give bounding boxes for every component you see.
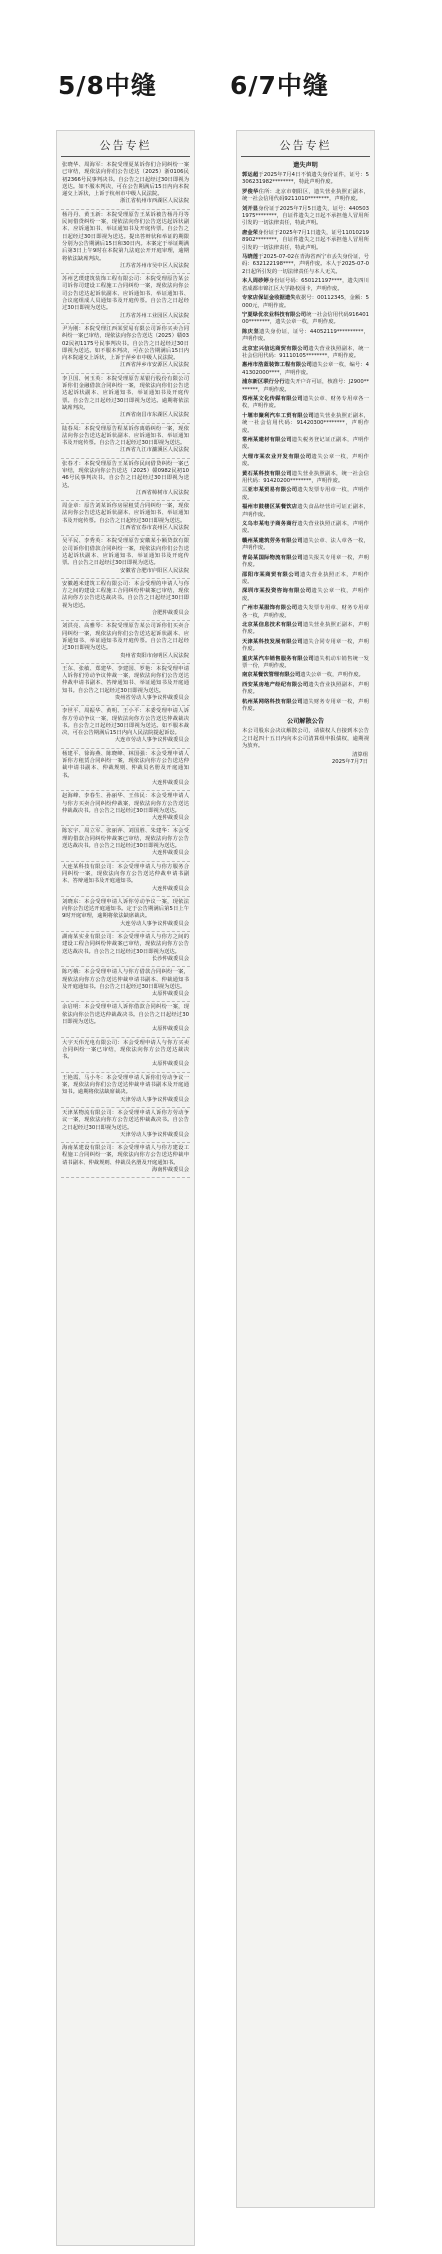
section-title: 公司解散公告 bbox=[286, 718, 325, 726]
dissolution-text: 本公司股东会决议解散公司，请债权人自接到本公告之日起四十五日内向本公司清算组申报债权，逾期视为放弃。 bbox=[242, 728, 369, 750]
notice-item bbox=[61, 501, 190, 536]
loss-notice-item bbox=[241, 638, 370, 655]
notice-item bbox=[61, 621, 190, 663]
notice-item bbox=[61, 1002, 190, 1037]
notice-body: 吴平民、李秀英：本院受理原告安徽某小额贷款有限公司诉你们借款合同纠纷一案，现依法向你们公告送达起诉状副本、应诉通知书、举证通知书及开庭传票。自公告之日起经过30日即视为送达。 bbox=[62, 538, 189, 567]
loss-notice-text: 遗失税务登记证正副本，声明作废。 bbox=[242, 437, 369, 451]
notice-item bbox=[61, 791, 190, 826]
notice-body: 张晓华、周海军：本院受理夏某诉你们合同纠纷一案已审结，现依法向你们公告送达（2025）浙0106民初2366号民事判决书。自公告之日起经过30日即视为送达。如不服本判决，可在公告期满后15日内向本院递交上诉状，上诉于杭州市中级人民法院。 bbox=[62, 162, 189, 198]
loss-notice-item bbox=[241, 520, 370, 537]
notice-item bbox=[61, 210, 190, 274]
loss-notice-text: 遗失营业执照副本，统一社会信用代码：91420200********，声明作废。 bbox=[242, 470, 369, 485]
notice-signature: 太原仲裁委员会 bbox=[151, 1026, 189, 1033]
notice-signature: 长沙仲裁委员会 bbox=[151, 955, 189, 962]
loss-notice-item bbox=[241, 277, 370, 294]
loss-notice-name: 专家店保证金收据遗失 bbox=[242, 295, 296, 302]
notice-signature: 天津劳动人事争议仲裁委员会 bbox=[120, 1096, 189, 1103]
notice-body: 海南某建设有限公司：本会受理申请人与你方建设工程施工合同纠纷一案，现依法向你方公告送达仲裁申请书副本、仲裁规则、仲裁员名册及开庭通知书。 bbox=[62, 1145, 189, 1166]
notice-signature: 合肥仲裁委员会 bbox=[151, 610, 189, 617]
loss-notice-item bbox=[241, 345, 370, 362]
loss-notice-text: 遗失发票专用章、财务专用章各一枚，声明作废。 bbox=[242, 605, 369, 619]
notice-item bbox=[61, 862, 190, 897]
loss-notice-name: 北京宏兴信达商贸有限公司 bbox=[242, 345, 309, 352]
notice-signature: 江西省樟树市人民法院 bbox=[136, 489, 189, 496]
loss-notice-text: 遗失营业执照正副本，统一社会信用代码：91420300********，声明作废。 bbox=[242, 412, 369, 434]
loss-notice-name: 邵阳市某商贸有限公司 bbox=[242, 571, 300, 578]
notice-body: 陈宏宇、周立军、张丽萍、刘国胜、朱建华：本会受理的借款合同纠纷仲裁案已审结，现依法向你方公告送达裁决书。自公告之日起经过30日即视为送达。 bbox=[62, 828, 189, 850]
loss-notice-text: 身份证于2025年7月1日遗失，证号110102198902********，自证件遗失之日起不承担他人冒用所引发的一切法律责任，特此声明。 bbox=[242, 229, 369, 251]
notice-body: 李世平、周振华、黄明、王小平：本委受理申请人诉你方劳动争议一案，现依法向你方公告送达仲裁裁决书。自公告之日起经过30日即视为送达。如不服本裁决，可在公告期满后15日内向人民法院提起诉讼。 bbox=[62, 708, 189, 737]
loss-notice-item bbox=[241, 412, 370, 436]
loss-notice-name: 杭州某网络科技有限公司 bbox=[242, 698, 303, 705]
loss-notice-item bbox=[241, 311, 370, 328]
notice-body: 尹为刚：本院受理江西某贸易有限公司诉你买卖合同纠纷一案已审结，现依法向你公告送达（2025）赣0302民初1175号民事判决书。自公告之日起经过30日即视为送达。如不服本判决，可在公告期满后15日内向本院递交上诉状，上诉于萍乡市中级人民法院。 bbox=[62, 325, 189, 362]
notice-item bbox=[61, 324, 190, 374]
loss-notice-name: 马晓莲 bbox=[242, 254, 259, 261]
notice-item bbox=[61, 579, 190, 621]
notice-signature: 太原仲裁委员会 bbox=[151, 991, 189, 998]
notice-body: 张春才：本院受理原告王某诉你民间借贷纠纷一案已审结，现依法向你公告送达（2025）赣0982民初1046号民事判决书。自公告之日起经过30日即视为送达。 bbox=[62, 460, 189, 489]
column-header: 公告专栏 bbox=[61, 135, 190, 157]
footer-date: 2025年7月7日 bbox=[331, 759, 368, 766]
loss-notice-text: 遗失公章、法人章各一枚，声明作废。 bbox=[242, 537, 369, 552]
loss-notice-text: 遗失机动车销售统一发票一份，声明作废。 bbox=[242, 655, 369, 669]
loss-notice-item bbox=[241, 486, 370, 503]
notice-body: 王东、张敏、郑建华、李建国、罗艳：本院受理申请人诉你们劳动争议仲裁一案，现依法向你们公告送达仲裁申请书副本、答辩通知书、举证通知书及开庭通知书。自公告之日起经过30日即视为送达。 bbox=[62, 665, 189, 694]
loss-notice-name: 常州某建材有限公司 bbox=[242, 437, 292, 443]
notice-signature: 江西省宜春市袁州区人民法院 bbox=[120, 525, 189, 532]
notice-body: 湖南某实业有限公司：本会受理申请人与你方之间的建设工程合同纠纷仲裁案已审结，现依法向你方公告送达裁决书。自公告之日起经过30日即视为送达。 bbox=[62, 934, 189, 955]
loss-notice-text: 遗失食品经营许可证正副本，声明作废。 bbox=[242, 504, 369, 518]
notice-signature: 大连仲裁委员会 bbox=[151, 815, 189, 822]
notice-signature: 安徽省合肥市庐阳区人民法院 bbox=[120, 567, 189, 574]
loss-notice-item bbox=[241, 328, 370, 345]
loss-notice-name: 天津某科技发展有限公司 bbox=[242, 638, 303, 645]
loss-notice-item bbox=[241, 470, 370, 487]
loss-notice-item bbox=[241, 537, 370, 554]
notice-body: 杨建平、徐海燕、陈晓峰、林国强：本会受理申请人诉你方租赁合同纠纷一案，现依法向你方公告送达仲裁申请书副本、仲裁规则、仲裁员名册及开庭通知书。 bbox=[62, 750, 189, 779]
loss-notice-text: 身份证于2025年7月5日遗失，证号：4405031975********，自证件遗失之日起不承担他人冒用所引发的一切法律责任，特此声明。 bbox=[242, 205, 369, 227]
notice-body: 周金章：原告刘某诉你房屋租赁合同纠纷一案，现依法向你公告送达起诉状副本、应诉通知书、举证通知书及开庭传票。自公告之日起经过30日即视为送达。 bbox=[62, 503, 189, 524]
notice-signature: 江西省九江市濂溪区人民法院 bbox=[120, 447, 189, 454]
loss-notice-text: 遗失营业执照副本，统一社会信用代码：91110105********，声明作废。 bbox=[242, 345, 369, 359]
loss-notice-text: 于2025年7月4日不慎遗失身份证件，证号：5306231982********，特此声明作废。 bbox=[242, 172, 369, 186]
loss-notice-item bbox=[241, 503, 370, 520]
notice-body: 刘洪亮、高雅琴：本院受理原告某公司诉你们买卖合同纠纷一案，现依法向你们公告送达起诉状副本、应诉通知书、举证通知书及开庭传票。自公告之日起经过30日即视为送达。 bbox=[62, 623, 189, 652]
loss-notice-text: 于2025-07-02在青海省西宁市丢失身份证，号码：632122198****，声明作废。本人于2025-07-02日起所引发的一切法律责任与本人无关。 bbox=[242, 254, 369, 275]
right-notice-column bbox=[236, 130, 375, 2208]
notice-signature: 太原仲裁委员会 bbox=[151, 1061, 189, 1068]
notice-signature: 大连仲裁委员会 bbox=[151, 779, 189, 786]
notice-item bbox=[61, 459, 190, 501]
notice-signature: 大连劳动人事争议仲裁委员会 bbox=[120, 920, 189, 927]
notice-item bbox=[61, 932, 190, 967]
loss-notice-name: 义乌市某电子商务商行 bbox=[242, 521, 298, 528]
loss-notice-item bbox=[241, 604, 370, 621]
loss-notice-item bbox=[241, 681, 370, 698]
notice-item bbox=[61, 967, 190, 1002]
loss-notice-item bbox=[241, 229, 370, 253]
loss-notice-text: 遗失报关专用章一枚，声明作废。 bbox=[242, 554, 369, 569]
loss-notice-item bbox=[241, 294, 370, 311]
notice-item bbox=[61, 536, 190, 578]
column-header: 公告专栏 bbox=[241, 135, 370, 157]
loss-notice-item bbox=[241, 171, 370, 188]
loss-notice-name: 郑州某文化传媒有限公司 bbox=[242, 395, 303, 402]
loss-notice-text: 遗失财务专用章一枚，声明作废。 bbox=[242, 698, 369, 712]
loss-notice-name: 黄石某科技有限公司 bbox=[242, 470, 292, 477]
loss-notice-item bbox=[241, 453, 370, 470]
notice-signature: 贵州省贵阳市南明区人民法院 bbox=[120, 652, 189, 659]
loss-notice-name: 大理市某农业开发有限公司 bbox=[242, 453, 312, 460]
loss-notice-text: 遗失公章一枚，声明作废。 bbox=[300, 672, 364, 679]
fold-label-left: 5/8中缝 bbox=[58, 71, 157, 100]
loss-notice-name: 西安某房地产经纪有限公司 bbox=[242, 681, 309, 688]
loss-notice-text: 身份证号码：650121197****，遗失四川省成都市锦江区大学路校园卡，声明作废。 bbox=[242, 278, 369, 292]
notice-item bbox=[61, 374, 190, 424]
loss-notice-name: 惠州市浩蓝装饰工程有限公司 bbox=[242, 362, 312, 369]
loss-notice-name: 郭运超 bbox=[242, 172, 259, 178]
loss-notice-text: 遗失营业执照正副本，声明作废。 bbox=[242, 521, 369, 535]
loss-notice-text: 遗失公章一枚，声明作废。 bbox=[242, 453, 369, 468]
loss-notice-item bbox=[241, 253, 370, 277]
notice-item bbox=[61, 706, 190, 748]
section-title: 遗失声明 bbox=[293, 162, 318, 169]
loss-notice-item bbox=[241, 436, 370, 453]
loss-notice-name: 三亚市某贸易有限公司 bbox=[242, 487, 298, 494]
left-notice-column bbox=[56, 130, 195, 2246]
loss-notice-list bbox=[241, 171, 370, 714]
notice-body: 王艳霞、马小冬：本会受理申请人诉你们劳动争议一案，现依法向你们公告送达仲裁申请书副本及开庭通知书。逾期将依法缺席裁决。 bbox=[62, 1074, 189, 1096]
loss-notice-name: 唐金荣 bbox=[242, 229, 258, 236]
notice-item bbox=[61, 1108, 190, 1143]
loss-notice-name: 南京某餐饮管理有限公司 bbox=[242, 672, 301, 679]
loss-notice-name: 北京某信息技术有限公司 bbox=[242, 621, 303, 628]
loss-notice-item bbox=[241, 698, 370, 715]
loss-notice-item bbox=[241, 361, 370, 378]
notice-signature: 江苏省苏州市吴中区人民法院 bbox=[120, 262, 189, 269]
notice-signature: 大连市劳动人事争议仲裁委员会 bbox=[114, 737, 189, 744]
loss-notice-item bbox=[241, 554, 370, 571]
notice-item bbox=[61, 897, 190, 932]
notice-signature: 浙江省杭州市西湖区人民法院 bbox=[120, 198, 189, 205]
notice-signature: 天津劳动人事争议仲裁委员会 bbox=[120, 1131, 189, 1138]
loss-notice-name: 重庆某汽车销售服务有限公司 bbox=[242, 655, 314, 662]
fold-label-right: 6/7中缝 bbox=[230, 71, 329, 100]
loss-notice-text: 遗失合同专用章一枚，声明作废。 bbox=[242, 638, 369, 653]
loss-notice-item bbox=[241, 205, 370, 229]
loss-notice-item bbox=[241, 671, 370, 680]
notice-body: 杨丹丹、黄玉新：本院受理原告王某诉被告杨丹丹等民间借贷纠纷一案，现依法向你们公告送达起诉状副本、应诉通知书、举证通知书及开庭传票。自公告之日起经过30日即视为送达。提出答辩状和举证的期限分别为公告期满后15日和30日内。本案定于举证期满后第3日上午9时在本院第九法庭公开开庭审理，逾期将依法缺席判决。 bbox=[62, 211, 189, 262]
loss-notice-item bbox=[241, 395, 370, 412]
notice-signature: 江西省萍乡市安源区人民法院 bbox=[120, 362, 189, 369]
loss-notice-text: 遗失公章、财务专用章各一枚，声明作废。 bbox=[242, 395, 369, 410]
notice-body: 天津某物流有限公司：本会受理申请人诉你方劳动争议一案，现依法向你方公告送达仲裁裁决书。自公告之日起经过30日即视为送达。 bbox=[62, 1109, 189, 1131]
notice-signature: 贵州省劳动人事争议仲裁委员会 bbox=[114, 695, 189, 701]
notice-signature: 江西省南昌市东湖区人民法院 bbox=[120, 412, 189, 419]
loss-notice-item bbox=[241, 587, 370, 604]
loss-notice-text: 遗失营业执照正副本，声明作废。 bbox=[242, 621, 369, 636]
notice-item bbox=[61, 1038, 190, 1073]
loss-notice-text: 统一社会信用代码91640100********，遗失公章一枚，声明作废。 bbox=[242, 311, 369, 326]
loss-notice-name: 青岛某国际物流有限公司 bbox=[242, 554, 303, 561]
loss-notice-name: 本人周砂婷 bbox=[242, 278, 269, 285]
notice-signature: 海南仲裁委员会 bbox=[151, 1167, 189, 1174]
loss-notice-text: 遗失身份证，证号：44052119**********，声明作废。 bbox=[242, 328, 369, 343]
notice-item bbox=[61, 424, 190, 459]
notice-body: 李卫国、何玉英：本院受理原告某银行股份有限公司诉你们金融借款合同纠纷一案，现依法向你们公告送达起诉状副本、应诉通知书、举证通知书及开庭传票。自公告之日起经过30日即视为送达。逾期将依法缺席判决。 bbox=[62, 375, 189, 411]
notice-item bbox=[61, 1073, 190, 1108]
notice-body: 赵海峰、李春生、孙丽华、王伟民：本会受理申请人与你方买卖合同纠纷仲裁案，现依法向你方公告送达仲裁裁决书。自公告之日起经过30日即视为送达。 bbox=[62, 793, 189, 814]
loss-notice-item bbox=[241, 188, 370, 205]
notice-item bbox=[61, 826, 190, 861]
notice-body: 大宇天伟光电有限公司：本会受理申请人与你方买卖合同纠纷一案已审结，现依法向你方公告送达裁决书。 bbox=[62, 1039, 189, 1061]
loss-notice-item bbox=[241, 378, 370, 395]
loss-notice-item bbox=[241, 571, 370, 588]
notice-item bbox=[61, 664, 190, 706]
loss-notice-name: 深圳市某投资咨询有限公司 bbox=[242, 588, 312, 595]
notice-item bbox=[61, 274, 190, 324]
loss-notice-text: 遗失开户许可证，核准号：J2900********，声明作废。 bbox=[242, 379, 369, 393]
loss-notice-name: 赣州某建筑劳务有限公司 bbox=[242, 537, 303, 544]
loss-notice-text: 收据号：00112345，金额：5000元，声明作废。 bbox=[242, 295, 369, 309]
loss-notice-text: 住所：北京市朝阳区，遗失营业执照正副本，统一社会信用代码9211010********，声明作废。 bbox=[242, 188, 369, 203]
loss-notice-item bbox=[241, 621, 370, 638]
loss-notice-text: 遗失公章一枚，声明作废。 bbox=[242, 588, 369, 602]
notice-body: 大连某科技有限公司：本会受理申请人与你方服务合同纠纷一案，现依法向你方公告送达仲裁申请书副本、答辩通知书及开庭通知书。 bbox=[62, 863, 189, 885]
notice-body: 安徽越米建筑工程有限公司：本会受理的申请人与你方之间的建设工程施工合同纠纷仲裁案已审结，现依法向你方公告送达裁决书。自公告之日起经过30日即视为送达。 bbox=[62, 580, 189, 609]
loss-notice-name: 罗俊华 bbox=[242, 188, 259, 195]
loss-notice-name: 陈庆坚 bbox=[242, 328, 259, 335]
loss-notice-item bbox=[241, 655, 370, 672]
notice-body: 苏州艺璞建筑装饰工程有限公司：本院受理原告某公司诉你司建设工程施工合同纠纷一案，现依法向你公司公告送达起诉状副本、应诉通知书、举证通知书、合议庭组成人员通知书及开庭传票。自公告之日起经过30日即视为送达。 bbox=[62, 276, 189, 312]
loss-notice-name: 福州市鼓楼区某餐饮店 bbox=[242, 504, 298, 511]
notice-body: 陈巧娥：本会受理申请人与你方借款合同纠纷一案，现依法向你方公告送达仲裁申请书副本、仲裁通知书及开庭通知书。自公告之日起经过30日即视为送达。 bbox=[62, 969, 189, 990]
loss-notice-text: 遗失发票专用章一枚，声明作废。 bbox=[242, 487, 369, 501]
notice-body: 刘晓东：本会受理申请人诉你劳动争议一案，现依法向你公告送达开庭通知书。定于公告期满后第5日上午9时开庭审理，逾期将依法缺席裁决。 bbox=[62, 898, 189, 920]
loss-notice-name: 宁夏绿优农业科技有限公司 bbox=[242, 311, 307, 318]
notice-signature: 大连仲裁委员会 bbox=[151, 885, 189, 892]
loss-notice-name: 十堰市聚利汽车工贸有限公司 bbox=[242, 412, 314, 419]
loss-notice-text: 遗失营业执照副本，声明作废。 bbox=[242, 681, 369, 696]
notice-item bbox=[61, 749, 190, 791]
loss-notice-text: 遗失公章一枚，编号：441302000****，声明作废。 bbox=[242, 362, 369, 376]
loss-notice-name: 广州市某服饰有限公司 bbox=[242, 605, 298, 612]
notice-signature: 江苏省苏州工业园区人民法院 bbox=[120, 312, 189, 319]
loss-notice-name: 浦东新区联行分行 bbox=[242, 379, 285, 386]
notice-item bbox=[61, 160, 190, 210]
footer-sign: 清算组 bbox=[352, 751, 368, 758]
notice-body: 陆春凤：本院受理原告程某诉你离婚纠纷一案，现依法向你公告送达起诉状副本、应诉通知书、举证通知书及开庭传票。自公告之日起经过30日即视为送达。 bbox=[62, 425, 189, 447]
notice-item bbox=[61, 1143, 190, 1178]
notice-list bbox=[61, 160, 190, 1178]
notice-signature: 大连仲裁委员会 bbox=[151, 850, 189, 857]
loss-notice-text: 遗失营业执照正本，声明作废。 bbox=[242, 571, 369, 585]
notice-body: 余启明：本会受理申请人诉你借款合同纠纷一案，现依法向你公告送达仲裁裁决书。自公告之日起经过30日即视为送达。 bbox=[62, 1004, 189, 1025]
loss-notice-name: 刘开显 bbox=[242, 205, 259, 212]
